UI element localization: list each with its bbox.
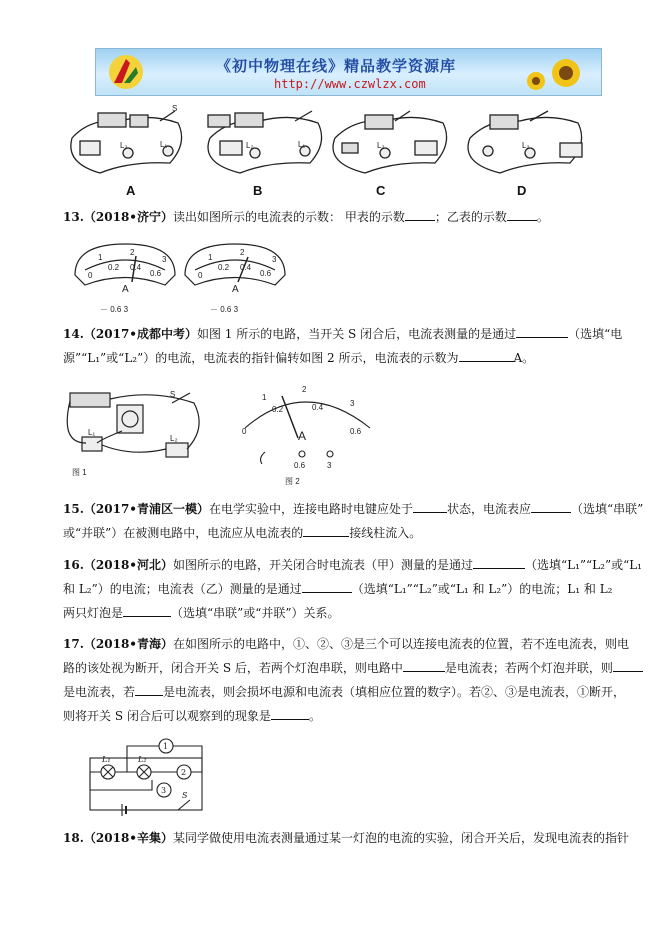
- q14-fig1-l1: L₁: [88, 428, 96, 437]
- option-label-d: D: [517, 183, 527, 198]
- question-17: [63, 632, 629, 728]
- option-label-a: A: [126, 183, 136, 198]
- q14-fig2-top-2: 2: [302, 385, 307, 394]
- q14-blank-1[interactable]: [516, 324, 568, 338]
- question-16: [63, 553, 642, 625]
- banner-url: http://www.czwlzx.com: [274, 77, 426, 91]
- label-l2-d: L₂: [522, 141, 530, 150]
- q14-fig1-l2: L₂: [170, 434, 178, 443]
- q16-line3-b: （选填“串联”或“并联”）关系。: [171, 606, 340, 620]
- q16-line1: 如图所示的电路，开关闭合时电流表（甲）测量的是通过: [172, 558, 473, 572]
- q17-blank-2[interactable]: [613, 658, 643, 672]
- q13-m1-unit: A: [122, 284, 129, 295]
- option-label-c: C: [376, 183, 386, 198]
- q14-number: 14.: [63, 327, 84, 341]
- q13-text-c: ；乙表的示数: [434, 210, 507, 224]
- q15-number: 15.: [63, 502, 84, 516]
- q13-m1-tick-06: 0.6: [150, 269, 162, 278]
- q17-line3-b: 是电流表，则会损坏电源和电流表（填相应位置的数字）。若②、③是电流表，①断开，: [163, 685, 626, 699]
- q15-line1: 在电学实验中，连接电路时电键应处于: [208, 502, 413, 516]
- q16-blank-1[interactable]: [473, 555, 525, 569]
- q14-figure-2-ammeter: [230, 378, 380, 488]
- label-l2-a: L₂: [120, 141, 128, 150]
- q17-blank-4[interactable]: [271, 706, 309, 720]
- header-banner: [95, 48, 602, 96]
- q17-fig-pos-1: 1: [163, 742, 169, 751]
- label-l1-b: L₁: [298, 140, 306, 149]
- q16-blank-2[interactable]: [302, 579, 352, 593]
- q17-fig-pos-3: 3: [161, 786, 167, 795]
- q14-fig1-caption: 图 1: [72, 468, 87, 477]
- q13-source: （2018•济宁）: [83, 210, 173, 224]
- q16-line1-b: （选填“L₁”“L₂”或“L₁: [524, 558, 642, 572]
- q17-line4: 则将开关 S 闭合后可以观察到的现象是: [63, 709, 271, 723]
- logo-icon: [106, 53, 146, 91]
- q13-m1-terminals: － 0.6 3: [100, 305, 129, 314]
- q14-fig2-tick-06: 0.6: [350, 427, 362, 436]
- q17-blank-1[interactable]: [403, 658, 445, 672]
- q14-line2: 源”“L₁”或“L₂”）的电流，电流表的指针偏转如图 2 所示，电流表的示数为: [63, 351, 459, 365]
- q14-line1-end: （选填“电: [568, 327, 623, 341]
- question-15: [63, 497, 644, 545]
- label-l2-c: L₂: [377, 141, 385, 150]
- q13-m1-top-2: 2: [130, 248, 135, 257]
- q14-fig2-tick-04: 0.4: [312, 403, 324, 412]
- q15-blank-3[interactable]: [303, 523, 349, 537]
- q13-text-d: 。: [536, 210, 549, 224]
- q14-source: （2017•成都中考）: [83, 327, 197, 341]
- q17-line2: 路的该处视为断开，闭合开关 S 后，若两个灯泡串联，则电路中: [63, 661, 403, 675]
- q14-line2-end: A。: [513, 351, 535, 365]
- q17-line1: 在如图所示的电路中，①、②、③是三个可以连接电流表的位置，若不连电流表，则电: [172, 637, 629, 651]
- q17-circuit-figure: [82, 738, 217, 818]
- q17-fig-pos-2: 2: [181, 768, 187, 777]
- q17-blank-3[interactable]: [135, 682, 163, 696]
- q15-source: （2017•青浦区一模）: [83, 502, 209, 516]
- q14-fig1-s: S: [170, 390, 176, 399]
- q17-fig-l2: L₂: [138, 755, 147, 764]
- q13-m1-top-3: 3: [162, 255, 167, 264]
- q13-m2-tick-04: 0.4: [240, 263, 252, 272]
- q13-blank-1[interactable]: [405, 207, 435, 221]
- q14-fig2-top-3: 3: [350, 399, 355, 408]
- banner-title: 《初中物理在线》精品教学资源库: [216, 57, 457, 75]
- question-13: [63, 205, 608, 229]
- q14-fig2-term-06: 0.6: [294, 461, 306, 470]
- q13-m1-tick-04: 0.4: [130, 263, 142, 272]
- q13-m2-tick-06: 0.6: [260, 269, 272, 278]
- q14-fig2-term-3: 3: [327, 461, 332, 470]
- option-label-b: B: [253, 183, 263, 198]
- q16-source: （2018•河北）: [83, 558, 173, 572]
- q18-number: 18.: [63, 831, 84, 845]
- q13-m1-tick-0: 0: [88, 271, 93, 280]
- q13-m2-top-3: 3: [272, 255, 277, 264]
- sunflower-icon: [511, 51, 591, 93]
- q16-blank-3[interactable]: [123, 603, 171, 617]
- q13-text-b: 甲表的示数: [344, 210, 405, 224]
- q13-m1-tick-02: 0.2: [108, 263, 120, 272]
- q16-line2: 和 L₂”）的电流；电流表（乙）测量的是通过: [63, 582, 302, 596]
- q15-blank-1[interactable]: [413, 499, 447, 513]
- q13-m2-terminals: － 0.6 3: [210, 305, 239, 314]
- q13-m1-top-1: 1: [98, 253, 103, 262]
- circuit-options-figure: [60, 103, 605, 198]
- q17-line3: 是电流表，若: [63, 685, 136, 699]
- q17-line4-b: 。: [308, 709, 321, 723]
- q17-fig-s: S: [182, 791, 188, 800]
- q15-line2: 或“并联”）在被测电路中，电流应从电流表的: [63, 526, 304, 540]
- label-s-a: S: [172, 104, 178, 113]
- q15-blank-2[interactable]: [531, 499, 571, 513]
- q15-line1-c: （选填“串联”: [571, 502, 644, 516]
- q17-number: 17.: [63, 637, 84, 651]
- q13-number: 13.: [63, 210, 84, 224]
- q14-fig2-tick-02: 0.2: [272, 405, 284, 414]
- q14-fig2-caption: 图 2: [285, 477, 300, 486]
- q17-fig-l1: L₁: [102, 755, 111, 764]
- q18-line1: 某同学做使用电流表测量通过某一灯泡的电流的实验，闭合开关后，发现电流表的指针: [172, 831, 629, 845]
- q14-line1: 如图 1 所示的电路，当开关 S 闭合后，电流表测量的是通过: [196, 327, 517, 341]
- q13-m2-top-1: 1: [208, 253, 213, 262]
- q16-number: 16.: [63, 558, 84, 572]
- q18-source: （2018•辛集）: [83, 831, 173, 845]
- q14-blank-2[interactable]: [459, 348, 514, 362]
- q13-m2-unit: A: [232, 284, 239, 295]
- label-l1-a: L₁: [160, 140, 168, 149]
- q14-fig2-tick-0: 0: [242, 427, 247, 436]
- q13-ammeters-figure: [70, 240, 290, 315]
- question-18: [63, 826, 629, 850]
- q17-line2-b: 是电流表；若两个灯泡并联，则: [444, 661, 613, 675]
- q15-line1-b: 状态，电流表应: [446, 502, 531, 516]
- label-l2-b: L₂: [246, 141, 254, 150]
- q13-m2-tick-02: 0.2: [218, 263, 230, 272]
- q13-m2-tick-0: 0: [198, 271, 203, 280]
- q14-fig2-top-1: 1: [262, 393, 267, 402]
- q13-m2-top-2: 2: [240, 248, 245, 257]
- q14-fig2-unit: A: [298, 429, 307, 443]
- question-14: [63, 322, 623, 370]
- q16-line2-b: （选填“L₁”“L₂”或“L₁ 和 L₂”）的电流；L₁ 和 L₂: [351, 582, 613, 596]
- q13-text-a: 读出如图所示的电流表的示数：: [172, 210, 341, 224]
- q14-figure-1: [62, 383, 212, 483]
- q16-line3: 两只灯泡是: [63, 606, 124, 620]
- q13-blank-2[interactable]: [507, 207, 537, 221]
- q15-line2-b: 接线柱流入。: [349, 526, 422, 540]
- q17-source: （2018•青海）: [83, 637, 173, 651]
